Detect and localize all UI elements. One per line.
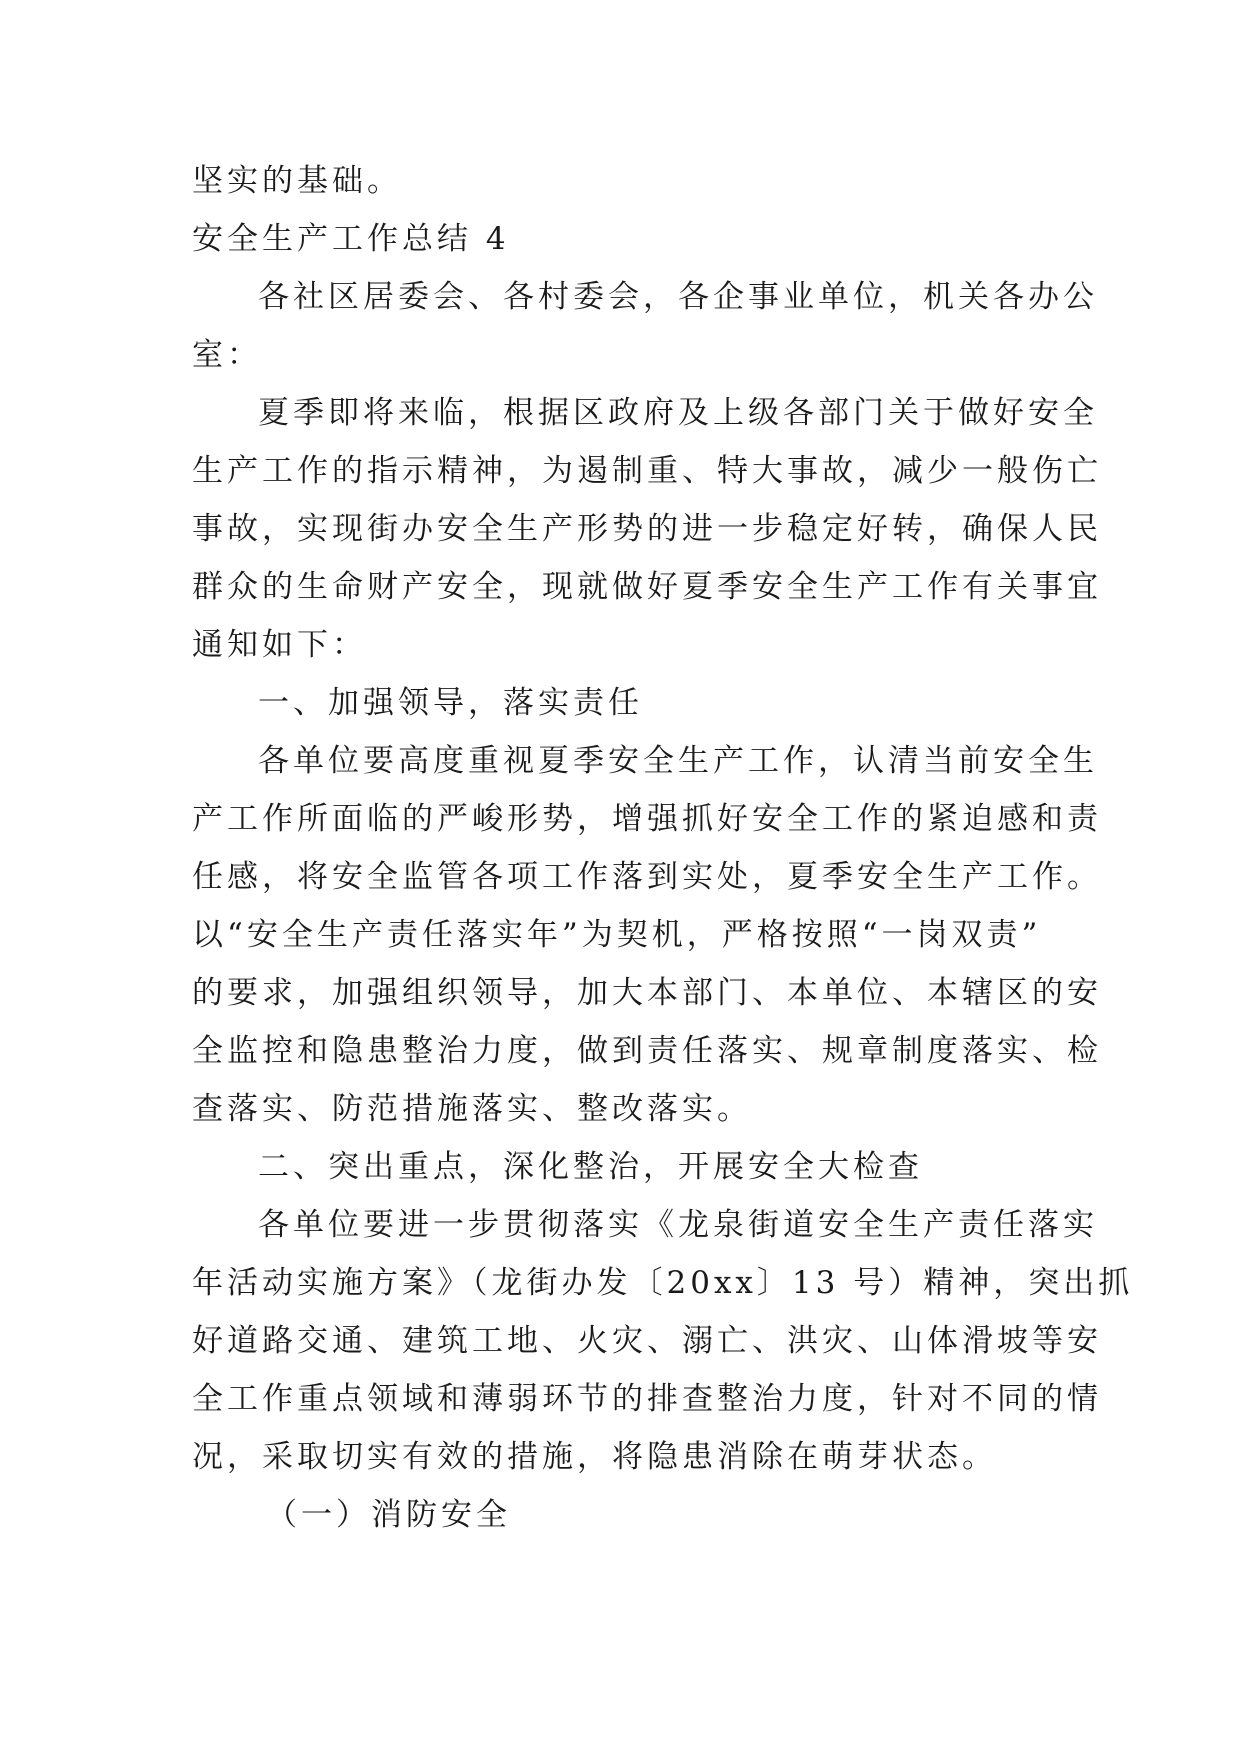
paragraph-two-start: 各单位要进一步贯彻落实《龙泉街道安全生产责任落实 — [258, 1207, 1098, 1243]
text-line-15: 的要求，加强组织领导，加大本部门、本单位、本辖区的安 — [192, 975, 1102, 1011]
section-title: 安全生产工作总结 4 — [192, 221, 510, 257]
text-line-8: 群众的生命财产安全，现就做好夏季安全生产工作有关事宜 — [192, 569, 1102, 605]
text-line-7: 事故，实现街办安全生产形势的进一步稳定好转，确保人民 — [192, 511, 1102, 547]
subheading-fire-safety: （一）消防安全 — [266, 1497, 511, 1533]
paragraph-one-start: 各单位要高度重视夏季安全生产工作，认清当前安全生 — [258, 743, 1098, 779]
text-line-1: 坚实的基础。 — [192, 163, 402, 199]
text-line-17: 查落实、防范措施落实、整改落实。 — [192, 1091, 752, 1127]
paragraph-intro-start: 夏季即将来临，根据区政府及上级各部门关于做好安全 — [258, 395, 1098, 431]
text-line-20: 年活动实施方案》（龙街办发〔20xx〕13 号）精神，突出抓 — [192, 1265, 1134, 1301]
document-page — [192, 152, 1134, 1544]
heading-one: 一、加强领导，落实责任 — [258, 685, 643, 721]
text-line-16: 全监控和隐患整治力度，做到责任落实、规章制度落实、检 — [192, 1033, 1102, 1069]
text-line-4: 室： — [192, 337, 262, 373]
text-line-23: 况，采取切实有效的措施，将隐患消除在萌芽状态。 — [192, 1439, 997, 1475]
addressee-line: 各社区居委会、各村委会，各企事业单位，机关各办公 — [258, 279, 1098, 315]
heading-two: 二、突出重点，深化整治，开展安全大检查 — [258, 1149, 923, 1185]
text-line-6: 生产工作的指示精神，为遏制重、特大事故，减少一般伤亡 — [192, 453, 1102, 489]
text-line-9: 通知如下： — [192, 627, 367, 663]
text-line-12: 产工作所面临的严峻形势，增强抓好安全工作的紧迫感和责 — [192, 801, 1102, 837]
text-line-22: 全工作重点领域和薄弱环节的排查整治力度，针对不同的情 — [192, 1381, 1102, 1417]
text-line-13: 任感，将安全监管各项工作落到实处，夏季安全生产工作。 — [192, 859, 1102, 895]
text-line-14: 以“安全生产责任落实年”为契机，严格按照“一岗双责” — [192, 917, 1042, 953]
text-line-21: 好道路交通、建筑工地、火灾、溺亡、洪灾、山体滑坡等安 — [192, 1323, 1102, 1359]
